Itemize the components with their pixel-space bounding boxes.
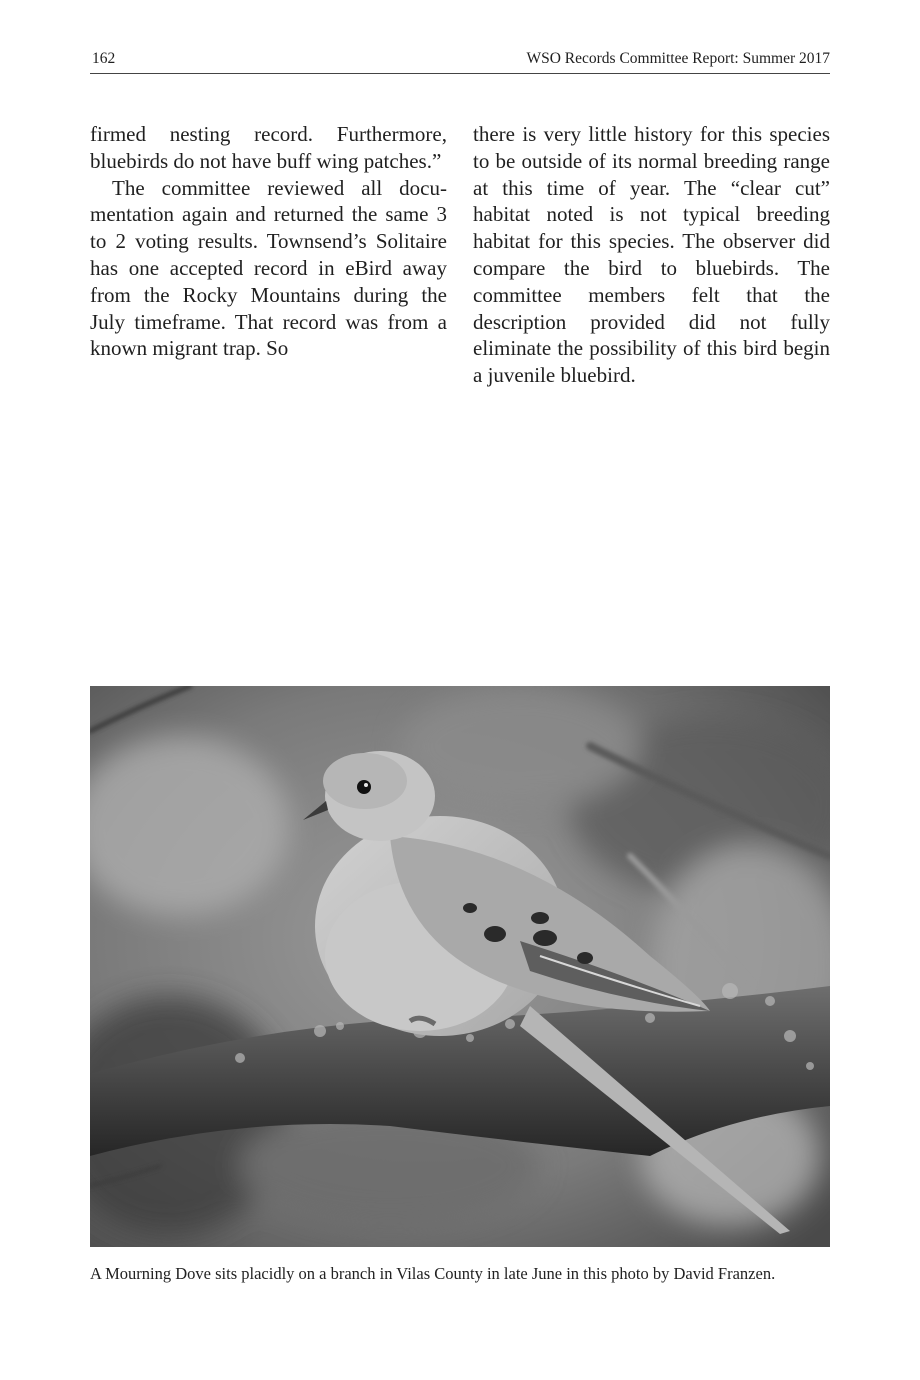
running-title: WSO Records Committee Report: Summer 2017 — [526, 50, 830, 67]
mourning-dove-photo — [90, 686, 830, 1247]
paragraph: The committee reviewed all documentation again and returned the same 3 to 2 voting results. Townsend’s Solitaire has one accepted record in eBird away from the Rocky Mountains during the July timeframe. That record was from a known migrant trap. So — [90, 175, 447, 361]
running-header — [90, 48, 830, 74]
text-column-right — [473, 121, 830, 389]
paragraph: there is very little history for this species to be outside of its normal breeding range at this time of year. The “clear cut” habitat noted is not typical breeding habitat for this species. The observer did compare the bird to bluebirds. The committee members felt that the description provided did not fully eliminate the possibility of this bird begin a juvenile bluebird. — [473, 122, 830, 388]
paragraph: firmed nesting record. Furthermore, bluebirds do not have buff wing patches.” — [90, 122, 447, 173]
figure-caption: A Mourning Dove sits placidly on a branch in Vilas County in late June in this photo by David Franzen. — [90, 1264, 776, 1283]
text-column-left — [90, 121, 447, 362]
page-number: 162 — [92, 50, 116, 67]
